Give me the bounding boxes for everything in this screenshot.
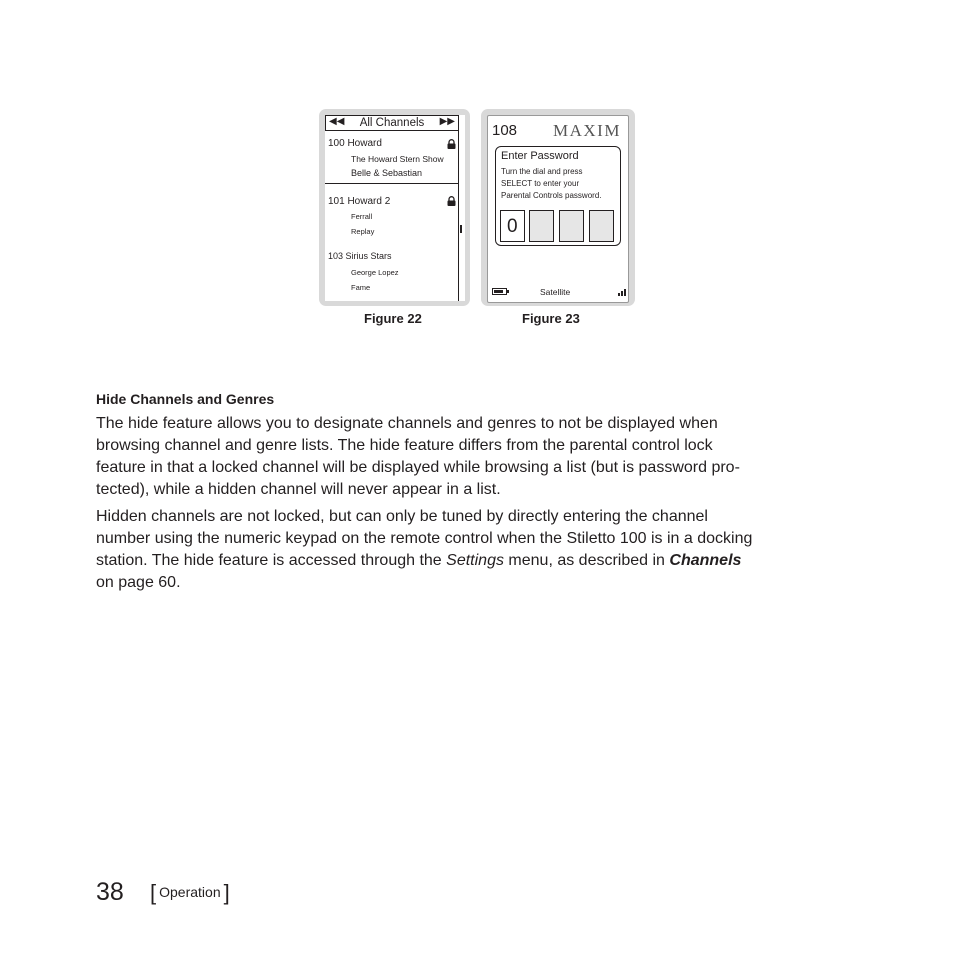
paragraph-line: The hide feature allows you to designate channels and genres to not be displayed when	[96, 415, 718, 432]
figure-23-caption: Figure 23	[522, 311, 580, 326]
running-footer	[150, 880, 230, 906]
password-digit-3	[559, 210, 584, 242]
show-title: Ferrall	[351, 212, 373, 221]
channel-brand-logo: MAXIM	[553, 121, 621, 140]
password-digit-2	[529, 210, 554, 242]
divider	[325, 183, 459, 184]
rewind-icon: ◀◀	[329, 116, 345, 127]
password-digit-value: 0	[507, 216, 518, 237]
settings-menu-reference: Settings	[446, 552, 504, 569]
channel-name: 100 Howard	[328, 138, 382, 149]
signal-source-label: Satellite	[540, 287, 571, 297]
scrollbar-thumb	[460, 225, 462, 233]
section-heading: Hide Channels and Genres	[96, 391, 275, 407]
channel-name: 103 Sirius Stars	[328, 251, 392, 261]
password-digit-4	[589, 210, 614, 242]
channel-name: 101 Howard 2	[328, 196, 391, 207]
password-display	[487, 115, 629, 303]
text-run: station. The hide feature is accessed through the	[96, 552, 447, 569]
channels-section-link[interactable]: Channels	[669, 552, 742, 569]
show-title: The Howard Stern Show	[351, 154, 444, 164]
fast-forward-icon: ▶▶	[439, 116, 455, 127]
show-subtitle: Belle & Sebastian	[351, 168, 423, 178]
section-label: Operation	[159, 884, 221, 900]
paragraph-line: tected), while a hidden channel will never appear in a list.	[96, 481, 501, 498]
channel-list-title: All Channels	[359, 117, 425, 129]
channel-number: 108	[492, 122, 518, 139]
open-bracket: [	[150, 880, 157, 905]
paragraph-line: browsing channel and genre lists. The hide feature differs from the parental control lock	[96, 437, 713, 454]
channel-list-header	[325, 115, 459, 131]
paragraph-line: feature in that a locked channel will be displayed while browsing a list (but is password pro-	[96, 459, 740, 476]
paragraph-line: on page 60.	[96, 574, 181, 591]
lock-icon	[447, 196, 456, 206]
figure-22-caption: Figure 22	[364, 311, 422, 326]
dialog-instruction: Turn the dial and press	[501, 167, 583, 176]
paragraph-line: number using the numeric keypad on the remote control when the Stiletto 100 is in a docking	[96, 530, 753, 547]
paragraph-1	[96, 413, 866, 501]
password-dialog	[495, 146, 621, 246]
show-title: George Lopez	[351, 268, 399, 277]
show-subtitle: Fame	[351, 283, 371, 292]
show-subtitle: Replay	[351, 227, 375, 236]
channel-list-display	[325, 115, 465, 301]
paragraph-2	[96, 506, 866, 594]
dialog-instruction: SELECT to enter your	[501, 179, 580, 188]
page-number: 38	[96, 878, 124, 906]
figure-23-screen	[481, 109, 635, 306]
battery-icon	[492, 288, 507, 295]
paragraph-line	[96, 550, 866, 572]
dialog-title: Enter Password	[501, 150, 579, 162]
figure-22-screen	[319, 109, 470, 306]
dialog-instruction: Parental Controls password.	[501, 191, 602, 200]
password-digit-1	[500, 210, 525, 242]
lock-icon	[447, 139, 456, 149]
paragraph-line: Hidden channels are not locked, but can only be tuned by directly entering the channel	[96, 508, 708, 525]
close-bracket: ]	[223, 880, 230, 905]
text-run: menu, as described in	[503, 552, 670, 569]
channel-list	[325, 131, 459, 301]
signal-strength-icon	[618, 289, 626, 296]
